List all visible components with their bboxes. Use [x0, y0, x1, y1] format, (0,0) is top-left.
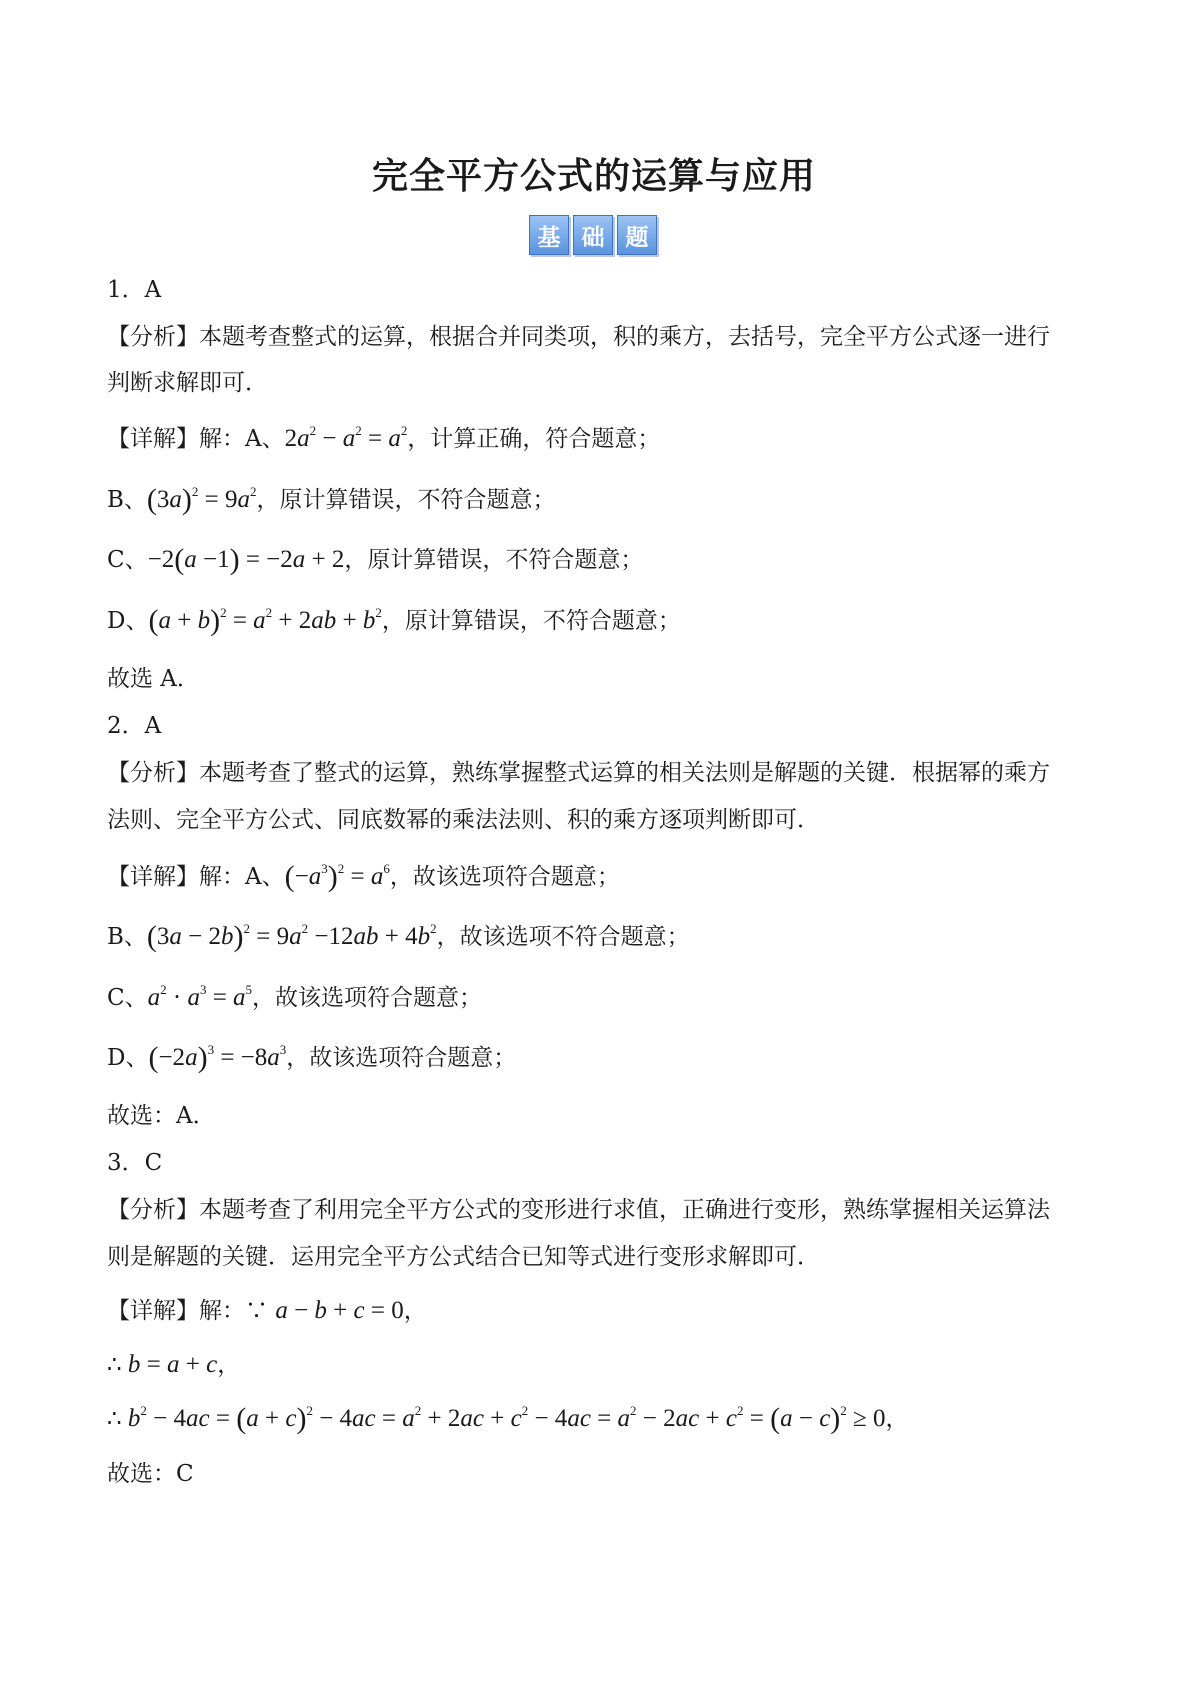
q1-b-verdict: ，原计算错误，不符合题意；: [256, 487, 556, 513]
q2-formula-a: $(-a^3)^2 = a^6$: [284, 860, 390, 893]
q1-a-verdict: ，计算正确，符合题意；: [407, 426, 661, 452]
difficulty-badge-group: [529, 215, 657, 255]
q2-d-label: D、: [107, 1045, 149, 1071]
q1-analysis-line1: 【分析】本题考查整式的运算，根据合并同类项，积的乘方，去括号，完全平方公式逐一进行: [107, 324, 1050, 350]
q2-b-label: B、: [107, 924, 147, 950]
q3-formula-discriminant: $b^2 - 4ac = (a + c)^2 - 4ac = a^2 + 2ac + c^2 - 4ac = a^2 - 2ac + c^2 = (a - c)^2 \ge 0$: [127, 1402, 886, 1435]
q2-analysis-line1: 【分析】本题考查了整式的运算，熟练掌握整式运算的相关法则是解题的关键．根据幂的乘方: [107, 760, 1050, 786]
q3-line2-punct: ，: [217, 1352, 241, 1378]
q2-detail-b: [107, 922, 690, 952]
q1-analysis-line2: 判断求解即可．: [107, 370, 268, 396]
q3-detail-label: 【详解】解：∵: [107, 1298, 268, 1324]
q1-detail-b: [107, 485, 556, 515]
therefore-symbol: ∴: [107, 1406, 122, 1432]
badge-char: 础: [573, 215, 613, 255]
q1-c-verdict: ，原计算错误，不符合题意；: [344, 547, 644, 573]
q1-detail-a: [107, 424, 660, 454]
q2-formula-b: $(3a - 2b)^2 = 9a^2 -12ab + 4b^2$: [146, 920, 437, 953]
q1-detail-c: [107, 545, 643, 575]
q2-b-verdict: ，故该选项不符合题意；: [436, 924, 690, 950]
q2-c-label: C、: [107, 985, 148, 1011]
q2-detail-d: [107, 1043, 516, 1073]
q2-detail-label: 【详解】解：A、: [107, 864, 285, 890]
q3-conclusion: 故选：C: [107, 1461, 194, 1487]
q2-detail-a: [107, 862, 620, 892]
badge-char: 题: [617, 215, 657, 255]
q3-line1-punct: ，: [403, 1298, 427, 1324]
q2-formula-d: $(-2a)^3 = -8a^3$: [148, 1041, 287, 1074]
q2-detail-c: [107, 983, 482, 1013]
q1-formula-b: $(3a)^2 = 9a^2$: [146, 483, 257, 516]
q1-b-label: B、: [107, 487, 147, 513]
q3-formula-given: a − b + c = 0: [275, 1297, 404, 1324]
q3-analysis-line1: 【分析】本题考查了利用完全平方公式的变形进行求值，正确进行变形，熟练掌握相关运算法: [107, 1197, 1050, 1223]
q1-conclusion: 故选 A．: [107, 666, 200, 692]
therefore-symbol: ∴: [107, 1352, 122, 1378]
q1-formula-d: $(a + b)^2 = a^2 + 2ab + b^2$: [148, 604, 382, 637]
q1-detail-label: 【详解】解：A、: [107, 426, 285, 452]
q1-answer: 1．A: [107, 277, 162, 303]
q3-answer: 3．C: [107, 1150, 163, 1176]
page-title: 完全平方公式的运算与应用: [371, 155, 816, 197]
q3-detail-line2: [107, 1350, 240, 1380]
badge-char: 基: [529, 215, 569, 255]
q3-detail-line1: [107, 1296, 427, 1326]
q2-conclusion: 故选：A．: [107, 1103, 216, 1129]
q2-answer: 2．A: [107, 713, 162, 739]
q2-formula-c: $a^2 \cdot a^3 = a^5$: [147, 982, 253, 1011]
q1-formula-a: $2a^2 - a^2 = a^2$: [284, 423, 408, 452]
q2-d-verdict: ，故该选项符合题意；: [286, 1045, 517, 1071]
q1-c-label: C、: [107, 547, 148, 573]
q3-line3-punct: ，: [885, 1406, 909, 1432]
q3-detail-line3: [107, 1404, 909, 1434]
q1-d-verdict: ，原计算错误，不符合题意；: [381, 608, 681, 634]
q3-analysis-line2: 则是解题的关键．运用完全平方公式结合已知等式进行变形求解即可．: [107, 1244, 820, 1270]
q1-detail-d: [107, 606, 681, 636]
q2-analysis-line2: 法则、完全平方公式、同底数幂的乘法法则、积的乘方逐项判断即可．: [107, 807, 820, 833]
q3-formula-b: b = a + c: [127, 1351, 218, 1378]
q1-d-label: D、: [107, 608, 149, 634]
q2-a-verdict: ，故该选项符合题意；: [389, 864, 620, 890]
q2-c-verdict: ，故该选项符合题意；: [252, 985, 483, 1011]
q1-formula-c: −2(a −1) = −2a + 2: [147, 543, 345, 576]
